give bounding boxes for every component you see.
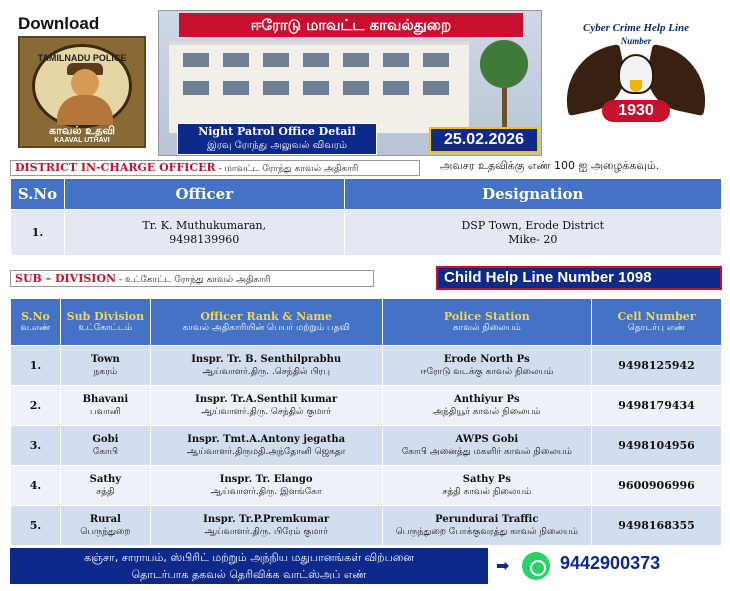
district-label-en: DISTRICT IN-CHARGE OFFICER (15, 161, 216, 174)
night-patrol-title-ta: இரவு ரோந்து அலுவல் விவரம் (206, 140, 348, 151)
district-officer-table (10, 178, 722, 256)
cell-station: AWPS Gobi கோபி அனைத்து மகளிர் காவல் நிலையம் (382, 426, 592, 466)
cell-station: Erode North Ps ஈரோடு வடக்கு காவல் நிலையம் (382, 346, 592, 386)
header-sno: S.No (11, 179, 65, 210)
cell-sno: 1. (11, 346, 61, 386)
subdivision-label-en: SUB – DIVISION (15, 272, 117, 285)
cell-officer (64, 210, 344, 256)
header-cell-number: Cell Number தொடர்பு எண் (592, 299, 722, 346)
cyber-helpline-number: 1930 (602, 100, 670, 122)
cell-officer: Inspr. Tr.P.Premkumar ஆய்வாளர்.திரு. பிரேம் குமார் (150, 506, 382, 546)
whatsapp-number[interactable]: 9442900373 (560, 553, 661, 573)
cell-sno: 3. (11, 426, 61, 466)
cell-station: Sathy Ps சத்தி காவல் நிலையம் (382, 466, 592, 506)
table-row (11, 386, 722, 426)
header-sub-division: Sub Division உட்கோட்டம் (60, 299, 150, 346)
whatsapp-icon (522, 552, 550, 580)
cell-sno: 5. (11, 506, 61, 546)
tamilnadu-police-logo (18, 36, 146, 148)
cell-sub-division: Town நகரம் (60, 346, 150, 386)
logo-ring-text: TAMILNADU POLICE (37, 53, 127, 63)
night-patrol-box (177, 123, 377, 155)
whatsapp-report-note (10, 548, 488, 584)
subdivision-label (10, 270, 374, 287)
cell-phone: 9600906996 (592, 466, 722, 506)
cell-officer: Inspr. Tr.A.Senthil kumar ஆய்வாளர்.திரு. செந்தில் குமார் (150, 386, 382, 426)
subdivision-officer-table (10, 298, 722, 546)
designation-line2: Mike- 20 (508, 232, 558, 246)
police-uniform-icon (57, 95, 113, 125)
eagle-beak-icon (630, 80, 642, 92)
cell-phone: 9498168355 (592, 506, 722, 546)
district-incharge-label (10, 160, 420, 176)
office-building-image (169, 41, 469, 133)
cell-sub-division: Gobi கோபி (60, 426, 150, 466)
table-row (11, 210, 722, 256)
emergency-note: அவசர உதவிக்கு எண் 100 ஐ அழைக்கவும். (440, 159, 660, 172)
date-badge: 25.02.2026 (429, 127, 539, 153)
cell-sno: 4. (11, 466, 61, 506)
banner-title: ஈரோடு மாவட்ட காவல்துறை (179, 13, 523, 37)
cell-sub-division: Bhavani பவானி (60, 386, 150, 426)
cell-station: Anthiyur Ps அந்தியூர் காவல் நிலையம் (382, 386, 592, 426)
officer-phone: 9498139960 (169, 232, 240, 246)
logo-english-name: KAAVAL UTHAVI (54, 137, 110, 144)
cell-officer: Inspr. Tr. B. Senthilprabhu ஆய்வாளர்.திரு. .செந்தில் பிரபு (150, 346, 382, 386)
download-label: Download (18, 14, 100, 33)
designation-line1: DSP Town, Erode District (461, 218, 605, 232)
cell-sub-division: Rural பெருந்துறை (60, 506, 150, 546)
table-row (11, 346, 722, 386)
police-emblem-ring (32, 44, 132, 128)
header-officer-rank: Officer Rank & Name காவல் அதிகாரியின் பெயர் மற்றும் பதவி (150, 299, 382, 346)
table-row (11, 466, 722, 506)
table-header-row (11, 299, 722, 346)
cell-officer: Inspr. Tmt.A.Antony jegatha ஆய்வாளர்.திருமதி.அந்தோனி ஜெகதா (150, 426, 382, 466)
subdivision-label-ta: - உட்கோட்ட ரோந்து காவல் அதிகாரி (116, 275, 271, 285)
cell-phone: 9498104956 (592, 426, 722, 466)
cell-phone: 9498179434 (592, 386, 722, 426)
footer-line1: கஞ்சா, சாராயம், ஸ்பிரிட் மற்றும் அந்நிய மதுபானங்கள் விற்பனை (84, 551, 414, 564)
palm-tree-image (479, 37, 529, 127)
cell-sno: 1. (11, 210, 65, 256)
logo-tamil-name: காவல் உதவி (49, 124, 115, 137)
cyber-crime-emblem (556, 22, 716, 152)
night-patrol-title-en: Night Patrol Office Detail (198, 125, 356, 138)
cell-phone: 9498125942 (592, 346, 722, 386)
arrow-right-icon: ➡ (496, 556, 510, 575)
cell-sub-division: Sathy சத்தி (60, 466, 150, 506)
table-row (11, 506, 722, 546)
police-officer-icon (71, 69, 99, 97)
table-header-row (11, 179, 722, 210)
cyber-crime-subtitle: Number (620, 36, 652, 46)
child-helpline-banner: Child Help Line Number 1098 (436, 266, 722, 290)
cell-station: Perundurai Traffic பெருந்துறை போக்குவரத்து காவல் நிலையம் (382, 506, 592, 546)
officer-name: Tr. K. Muthukumaran, (142, 218, 267, 232)
cell-officer: Inspr. Tr. Elango ஆய்வாளர்.திரு. இளங்கோ (150, 466, 382, 506)
cell-designation (344, 210, 721, 256)
table-row (11, 426, 722, 466)
cyber-crime-title: Cyber Crime Help Line (582, 22, 689, 34)
cell-sno: 2. (11, 386, 61, 426)
header-officer: Officer (64, 179, 344, 210)
header-police-station: Police Station காவல் நிலையம் (382, 299, 592, 346)
header-sno: S.No வ.எண் (11, 299, 61, 346)
header-designation: Designation (344, 179, 721, 210)
office-photo-banner (158, 10, 542, 156)
district-label-ta: - மாவட்ட ரோந்து காவல் அதிகாரி (215, 164, 359, 174)
footer-line2: தொடர்பாக தகவல் தெரிவிக்க வாட்ஸ்அப் எண் (131, 568, 367, 581)
